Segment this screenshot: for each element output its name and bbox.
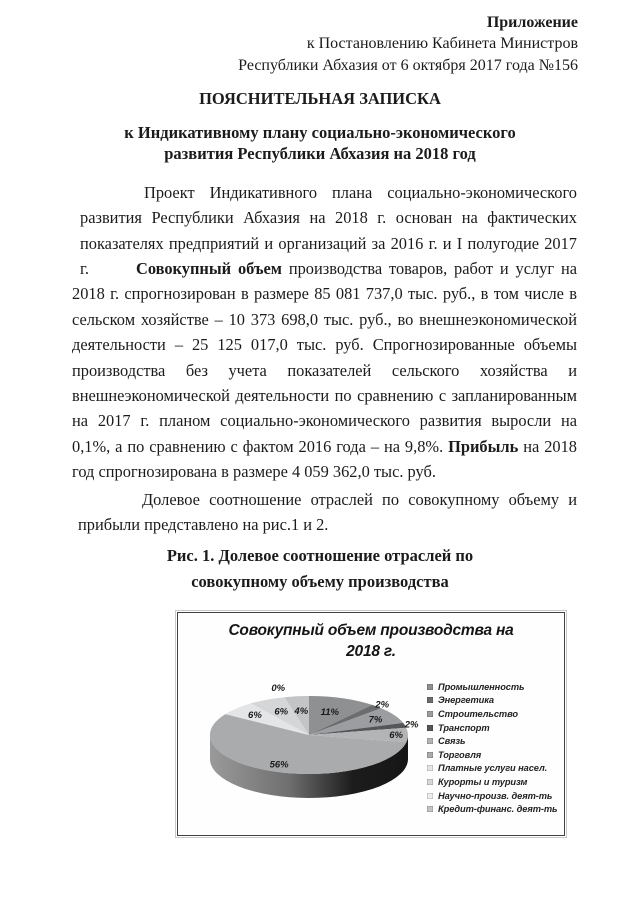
document-subtitle [0,122,640,164]
legend-marker-icon [427,765,433,771]
paragraph-3: Долевое соотношение отраслей по совокупному объему и прибыли представлено на рис.1 и 2. [78,490,577,535]
figure-caption-line: совокупному объему производства [191,572,449,591]
legend-item [427,734,562,748]
header-line: к Постановлению Кабинета Министров [306,35,578,53]
legend-label: Транспорт [438,722,490,733]
legend-marker-icon [427,806,433,812]
legend-item [427,789,562,803]
legend-item [427,694,562,708]
legend-label: Курорты и туризм [438,776,528,787]
pie-slice-label: 6% [389,730,403,741]
pie-slice-label: 6% [248,710,262,721]
bold-term: Прибыль [448,436,519,456]
legend-label: Связь [438,736,466,747]
chart-frame [177,612,565,836]
legend-marker-icon [427,697,433,703]
legend-marker-icon [427,793,433,799]
legend-item [427,721,562,735]
legend-label: Платные услуги насел. [438,763,548,774]
paragraph-text: производства товаров, работ и услуг на 2018 г. спрогнозирован в размере 85 081 737,0 тыс. руб., в том числе в сельском хозяйстве – 10 373 698,0 тыс. руб., во внешнеэкономической деятельности – 25 125 017,0 тыс. руб. Спрогнозированные объемы производства без учета показателей сельского хозяйства и внешнеэкономической деятельности по сравнению с запланированным на 2017 г. планом социально-экономического развития выросли на 0,1%, а по сравнению с фактом 2016 года – на 9,8%. [72,259,577,456]
legend-marker-icon [427,711,433,717]
legend-marker-icon [427,725,433,731]
figure-caption-line: Рис. 1. Долевое соотношение отраслей по [166,546,474,565]
legend-item [427,707,562,721]
legend-label: Промышленность [438,681,525,692]
legend-label: Торговля [438,749,482,760]
paragraph-1: Проект Индикативного плана социально-экономического развития Республики Абхазия на 2018 г. основан на фактических показателях предприятий и организаций за 2016 г. и I полугодие 2017 г. [80,183,577,279]
bold-term: Совокупный объем [136,259,282,278]
legend-marker-icon [427,779,433,785]
chart-title: Совокупный объем производства на 2018 г. [228,622,514,660]
legend-label: Строительство [438,708,518,719]
pie-slice-label: 2% [375,699,390,711]
document-header [238,12,578,76]
paragraph-2 [72,256,577,485]
legend-item [427,775,562,789]
legend-label: Научно-произв. деят-ть [438,790,553,801]
paragraph-text: на 2018 год спрогнозирована в размере 4 059 362,0 тыс. руб. [72,436,577,482]
legend-marker-icon [427,684,433,690]
chart-legend [427,680,562,816]
document-title: ПОЯСНИТЕЛЬНАЯ ЗАПИСКА [199,89,441,108]
header-line: Республики Абхазия от 6 октября 2017 года №156 [238,56,578,74]
subtitle-line: развития Республики Абхазия на 2018 год [164,144,476,163]
legend-item [427,748,562,762]
legend-item [427,802,562,816]
legend-item [427,762,562,776]
pie-slice-label: 4% [294,706,309,717]
figure-caption [0,543,640,595]
legend-label: Кредит-финанс. деят-ть [438,804,558,815]
legend-marker-icon [427,738,433,744]
header-line: Приложение [486,14,578,31]
legend-marker-icon [427,752,433,758]
legend-item [427,680,562,694]
pie-slice-label: 2% [404,719,419,731]
subtitle-line: к Индикативному плану социально-экономического [124,123,516,142]
pie-slice-label: 0% [271,682,286,694]
legend-label: Энергетика [438,695,494,706]
pie-slice-label: 6% [274,706,289,718]
pie-slice-label: 11% [320,707,339,719]
pie-slice-label: 7% [368,714,383,726]
pie-slice-label: 56% [269,759,289,771]
